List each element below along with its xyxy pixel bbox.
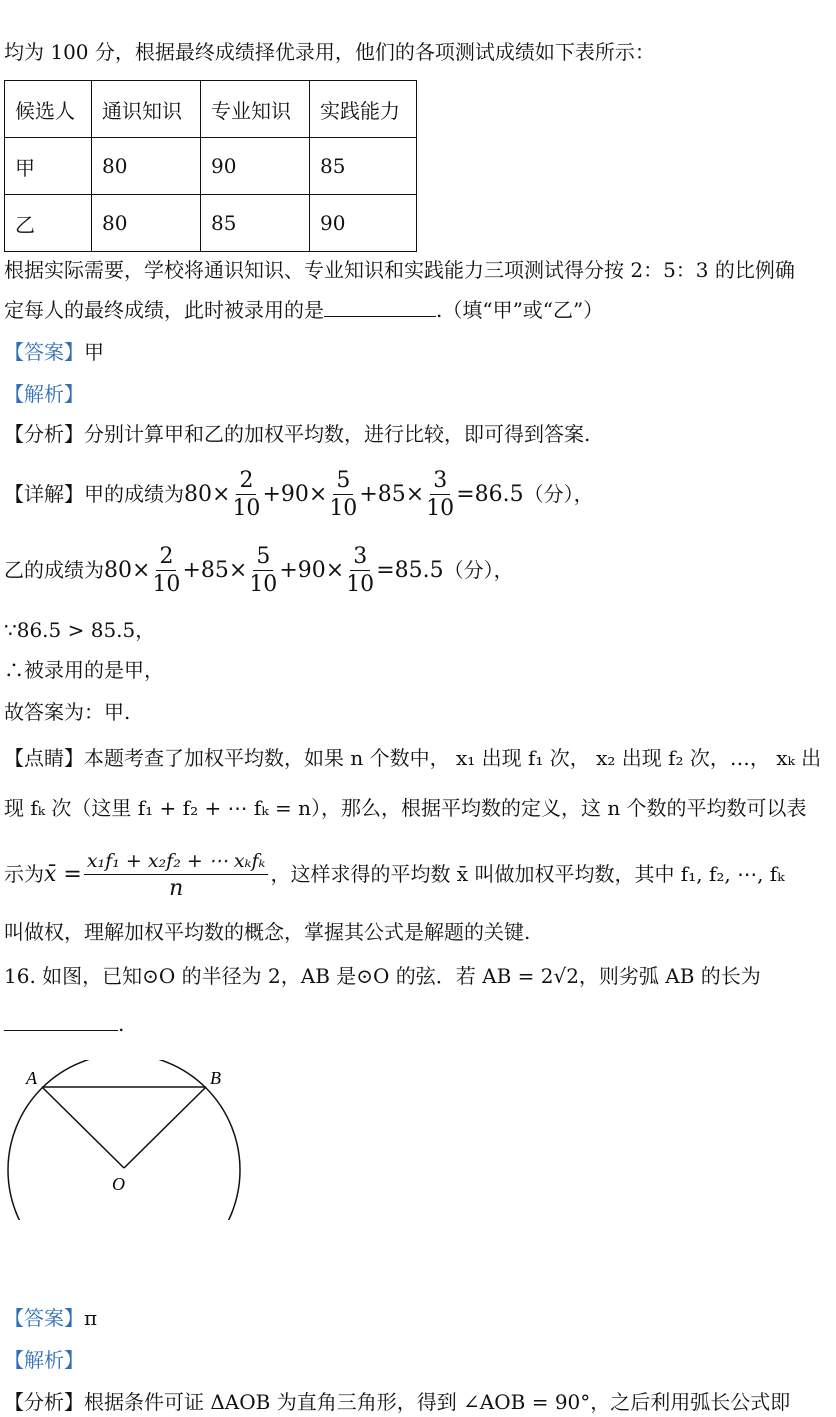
answer16-value: π xyxy=(84,1306,98,1330)
math-term: +90× xyxy=(262,482,328,507)
dianjing-text1: 本题考查了加权平均数，如果 n 个数中， x₁ 出现 f₁ 次， x₂ 出现 f₂ 次，…， xₖ 出 xyxy=(84,746,822,770)
frac-num: 5 xyxy=(333,468,353,495)
frac-den: 10 xyxy=(329,496,358,521)
answer-tag: 【答案】 xyxy=(4,340,84,364)
table-cell: 90 xyxy=(201,138,310,195)
table-cell: 90 xyxy=(310,195,417,252)
because-line: ∵86.5 > 85.5， xyxy=(4,618,156,642)
circle-o xyxy=(8,1060,240,1220)
fraction xyxy=(346,544,374,599)
detail-jia-prefix: 甲的成绩为 xyxy=(84,482,184,506)
detail-yi-prefix: 乙的成绩为 xyxy=(4,558,104,582)
fenxi15-line xyxy=(4,420,590,448)
formula-fraction xyxy=(84,848,269,903)
table-header-row xyxy=(5,81,417,138)
frac-den: 10 xyxy=(426,496,455,521)
fenxi16-text: 根据条件可证 ΔAOB 为直角三角形，得到 ∠AOB = 90°，之后利用弧长公式即 xyxy=(84,1390,791,1414)
fraction xyxy=(426,468,454,523)
dianjing-line1 xyxy=(4,744,821,772)
q16-line2 xyxy=(4,1010,124,1038)
dianjing-text3b: ，这样求得的平均数 x̄ 叫做加权平均数，其中 f₁, f₂, ⋯, fₖ xyxy=(270,862,785,886)
frac-num: 3 xyxy=(430,468,450,495)
analysis-tag: 【解析】 xyxy=(4,382,84,406)
detail-jia-line xyxy=(4,466,594,523)
table-row xyxy=(5,138,417,195)
dianjing-text3a: 示为 xyxy=(4,862,44,886)
dianjing-line4: 叫做权，理解加权平均数的概念，掌握其公式是解题的关键. xyxy=(4,920,531,944)
fraction xyxy=(232,468,260,523)
fraction xyxy=(329,468,357,523)
detail-tag: 【详解】 xyxy=(4,482,84,506)
answer15-value: 甲 xyxy=(84,340,104,364)
therefore-line: ∴被录用的是甲， xyxy=(4,658,164,682)
formula-num: x₁f₁ + x₂f₂ + ⋯ xₖfₖ xyxy=(84,848,269,875)
frac-den: 10 xyxy=(152,572,181,597)
fraction xyxy=(249,544,277,599)
table-cell: 80 xyxy=(92,138,201,195)
header-cell: 实践能力 xyxy=(310,81,417,138)
fenxi16-line xyxy=(4,1388,790,1416)
table-cell: 乙 xyxy=(5,195,92,252)
radius-oa xyxy=(42,1087,124,1168)
table-cell: 85 xyxy=(201,195,310,252)
frac-num: 2 xyxy=(156,544,176,571)
answer-blank[interactable] xyxy=(324,298,436,317)
header-cell: 专业知识 xyxy=(201,81,310,138)
detail-yi-line xyxy=(4,542,514,599)
q16-line2-end: . xyxy=(118,1012,125,1036)
fenxi15-text: 分别计算甲和乙的加权平均数，进行比较，即可得到答案. xyxy=(84,422,591,446)
frac-den: 10 xyxy=(249,572,278,597)
table-row xyxy=(5,195,417,252)
frac-num: 3 xyxy=(350,544,370,571)
table-cell: 85 xyxy=(310,138,417,195)
frac-num: 2 xyxy=(236,468,256,495)
math-term: =86.5 xyxy=(456,482,524,507)
table-cell: 甲 xyxy=(5,138,92,195)
answer16-line xyxy=(4,1304,97,1332)
header-cell: 候选人 xyxy=(5,81,92,138)
fenxi-tag-16: 【分析】 xyxy=(4,1390,84,1414)
q15-text-line2b: .（填“甲”或“乙”） xyxy=(436,298,604,322)
unit: （分）， xyxy=(443,558,514,582)
intro-line: 均为 100 分，根据最终成绩择优录用，他们的各项测试成绩如下表所示： xyxy=(4,40,655,64)
frac-num: 5 xyxy=(253,544,273,571)
dianjing-line2: 现 fₖ 次（这里 f₁ + f₂ + ⋯ fₖ = n），那么，根据平均数的定义，这 n 个数的平均数可以表 xyxy=(4,796,807,820)
math-term: +90× xyxy=(279,558,345,583)
q15-text-line1: 根据实际需要，学校将通识知识、专业知识和实践能力三项测试得分按 2：5：3 的比例确 xyxy=(4,258,795,282)
unit: （分）， xyxy=(523,482,594,506)
q15-text-line2a: 定每人的最终成绩，此时被录用的是 xyxy=(4,298,324,322)
math-term: 80× xyxy=(104,558,151,583)
table-cell: 80 xyxy=(92,195,201,252)
frac-den: 10 xyxy=(346,572,375,597)
circle-figure xyxy=(0,1060,260,1220)
dianjing-line3 xyxy=(4,846,785,903)
radius-ob xyxy=(124,1087,206,1168)
formula-lhs: x̄ = xyxy=(44,862,82,887)
q16-line1: 16. 如图，已知⊙O 的半径为 2，AB 是⊙O 的弦．若 AB = 2√2，则劣弧 AB 的长为 xyxy=(4,964,761,988)
fenxi-tag: 【分析】 xyxy=(4,422,84,446)
conclusion-line: 故答案为：甲. xyxy=(4,700,131,724)
label-o: O xyxy=(112,1174,125,1194)
header-cell: 通识知识 xyxy=(92,81,201,138)
answer15-line xyxy=(4,338,104,366)
scores-table xyxy=(4,80,417,252)
dianjing-tag: 【点睛】 xyxy=(4,746,84,770)
math-term: +85× xyxy=(359,482,425,507)
math-term: 80× xyxy=(184,482,231,507)
answer-blank[interactable] xyxy=(4,1012,118,1031)
formula-den: n xyxy=(169,876,184,901)
answer-tag: 【答案】 xyxy=(4,1306,84,1330)
analysis-tag-16: 【解析】 xyxy=(4,1348,84,1372)
math-term: =85.5 xyxy=(376,558,444,583)
q15-text-line2 xyxy=(4,296,603,324)
math-term: +85× xyxy=(182,558,248,583)
label-b: B xyxy=(210,1068,221,1088)
fraction xyxy=(152,544,180,599)
label-a: A xyxy=(26,1068,37,1088)
frac-den: 10 xyxy=(232,496,261,521)
